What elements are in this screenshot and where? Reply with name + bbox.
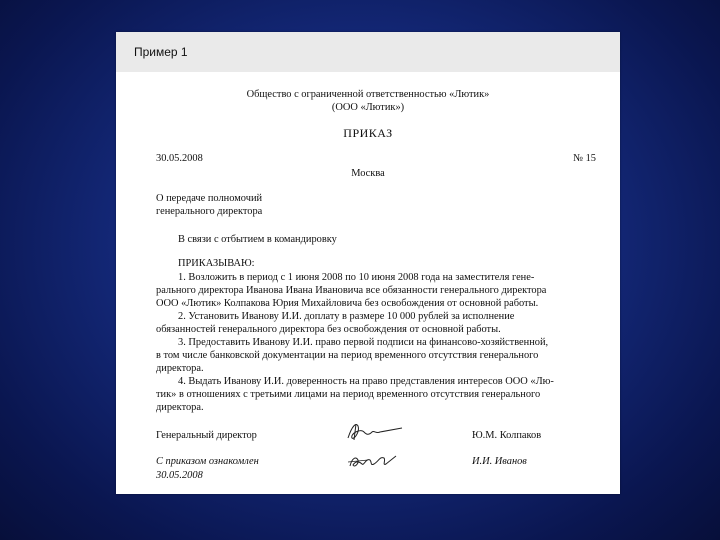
- body-line: директора.: [156, 402, 204, 413]
- body-line: 2. Установить Иванову И.И. доплату в размере 10 000 рублей за исполнение: [178, 311, 515, 322]
- body-line: ООО «Лютик» Колпакова Юрия Михайловича без освобождения от основной работы.: [156, 298, 539, 309]
- director-signature: [344, 420, 404, 444]
- employee-signature: [346, 450, 398, 472]
- ack-date: 30.05.2008: [156, 470, 203, 481]
- doc-date: 30.05.2008: [156, 153, 203, 164]
- org-name: Общество с ограниченной ответственностью «Лютик»: [246, 89, 490, 100]
- ack-label: С приказом ознакомлен: [156, 456, 259, 467]
- signer-name: Ю.М. Колпаков: [472, 430, 542, 441]
- body-line: обязанностей генерального директора без освобождения от основной работы.: [156, 324, 501, 335]
- body-line: 4. Выдать Иванову И.И. доверенность на право представления интересов ООО «Лю-: [178, 376, 554, 387]
- reason-line: В связи с отбытием в командировку: [178, 234, 337, 245]
- body-line: тик» в отношениях с третьими лицами на период временного отсутствия генерального: [156, 389, 541, 400]
- body-line: 1. Возложить в период с 1 июня 2008 по 10 июня 2008 года на заместителя гене-: [178, 272, 535, 283]
- org-short-name: (ООО «Лютик»): [331, 102, 405, 113]
- ack-name: И.И. Иванов: [472, 456, 527, 467]
- body-line: директора.: [156, 363, 204, 374]
- signer-role: Генеральный директор: [156, 430, 257, 441]
- subject-line-2: генерального директора: [156, 206, 263, 217]
- doc-title: ПРИКАЗ: [343, 126, 393, 140]
- body-line: в том числе банковской документации на период временного отсутствия генерального: [156, 350, 539, 361]
- body-line: рального директора Иванова Ивана Ивановича все обязанности генерального директора: [156, 285, 547, 296]
- slide-header: [116, 32, 620, 72]
- doc-number: № 15: [573, 153, 596, 164]
- doc-city: Москва: [351, 168, 385, 179]
- slide-caption: Пример 1: [134, 45, 188, 59]
- order-word: ПРИКАЗЫВАЮ:: [178, 258, 255, 269]
- document-slide: [116, 32, 620, 494]
- body-line: 3. Предоставить Иванову И.И. право первой подписи на финансово-хозяйственной,: [178, 337, 549, 348]
- subject-line-1: О передаче полномочий: [156, 193, 263, 204]
